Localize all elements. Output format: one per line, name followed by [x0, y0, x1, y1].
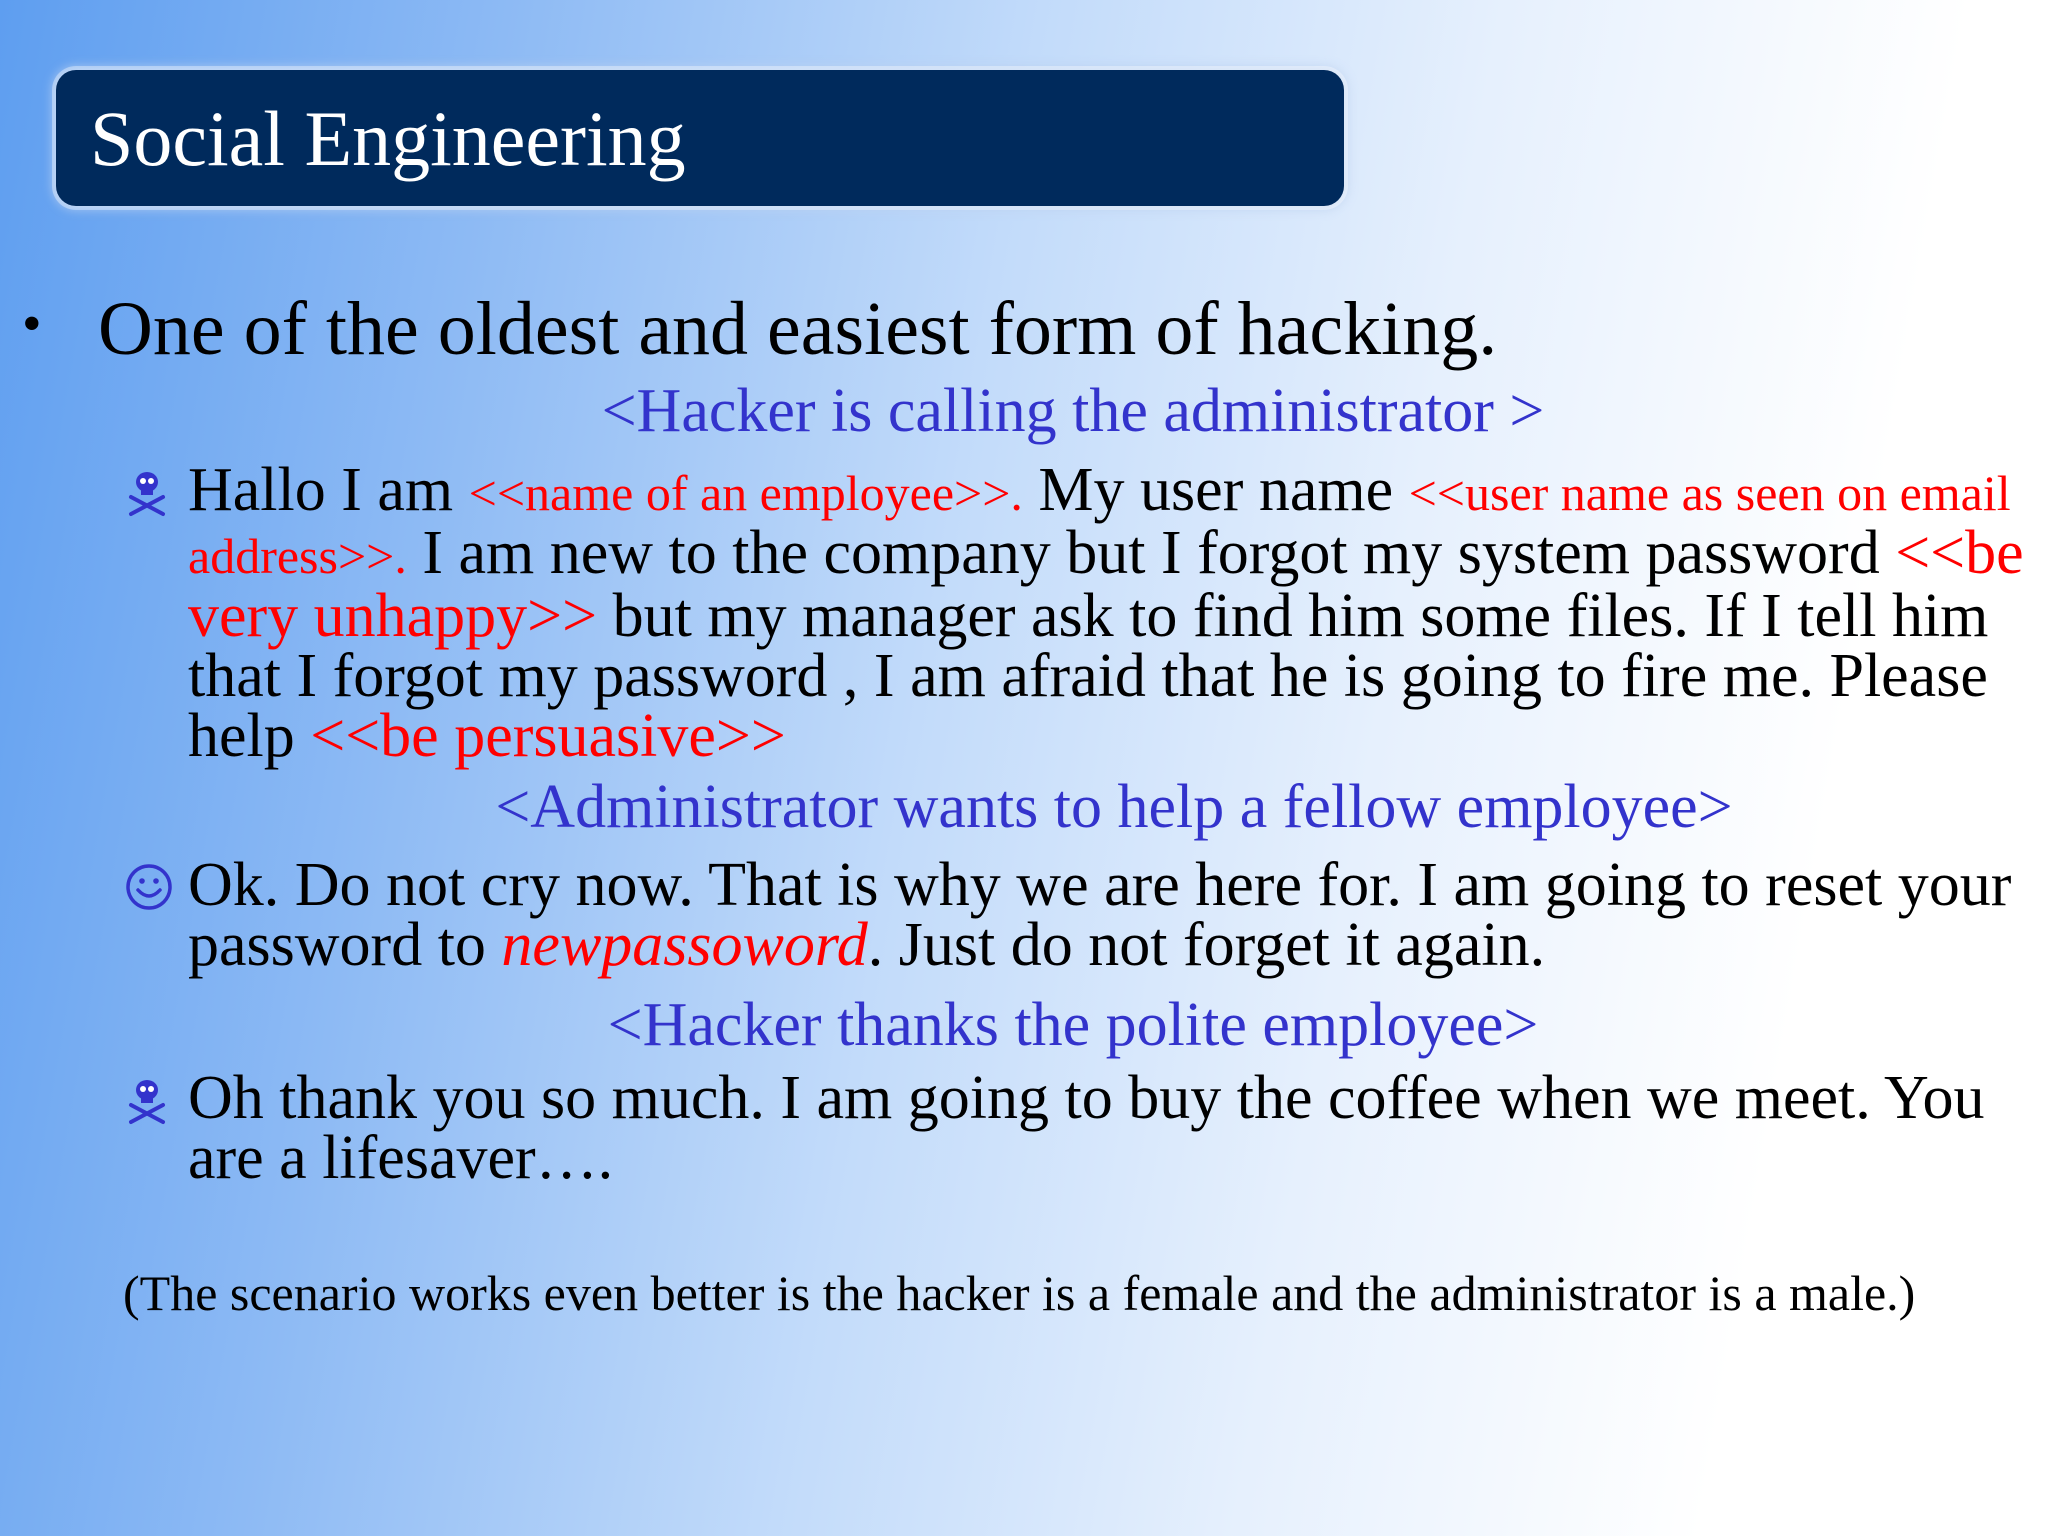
hacker-speech-1-cue-username: <<user name as seen on email address>>.: [188, 465, 2011, 584]
hacker-speech-1-cue-name: <<name of an employee>>.: [468, 465, 1023, 521]
main-bullet-text: One of the oldest and easiest form of hacking.: [98, 287, 1498, 371]
stage-direction-hacker-thanks: <Hacker thanks the polite employee>: [607, 991, 1539, 1059]
slide-title: Social Engineering: [90, 95, 686, 182]
bullet-dot: •: [22, 293, 42, 355]
hacker-speech-2: Oh thank you so much. I am going to buy the coffee when we meet. You are a lifesaver….: [188, 1064, 1985, 1192]
smiley-face-icon: [124, 862, 174, 912]
hacker-speech-1-part-1: Hallo I am: [188, 456, 469, 524]
skull-crossbones-icon: [122, 1076, 172, 1126]
hacker-speech-1-cue-persuasive: <<be persuasive>>: [310, 702, 786, 770]
stage-direction-hacker-calling: <Hacker is calling the administrator >: [601, 377, 1545, 445]
stage-direction-admin-helps: <Administrator wants to help a fellow employee>: [495, 773, 1733, 841]
hacker-speech-1: [188, 456, 2038, 770]
new-password-value: newpassoword: [501, 911, 868, 979]
skull-crossbones-icon: [122, 468, 172, 518]
hacker-speech-1-part-4: but my manager ask to find him some files. If I tell him that I forgot my password , I am afraid that he is going to fire me. Please help: [188, 582, 1989, 770]
scenario-footnote: (The scenario works even better is the hacker is a female and the administrator is a male.): [98, 1265, 1916, 1321]
hacker-speech-1-cue-unhappy: <<be very unhappy>>: [188, 519, 2024, 650]
hacker-speech-1-part-3: I am new to the company but I forgot my system password: [406, 519, 1896, 587]
hacker-speech-1-part-2: My user name: [1022, 456, 1409, 524]
admin-speech-part-1: Ok. Do not cry now. That is why we are here for. I am going to reset your password to: [188, 851, 2012, 979]
title-banner: [56, 70, 1344, 206]
admin-speech: [188, 851, 2038, 979]
admin-speech-part-2: . Just do not forget it again.: [867, 911, 1546, 979]
